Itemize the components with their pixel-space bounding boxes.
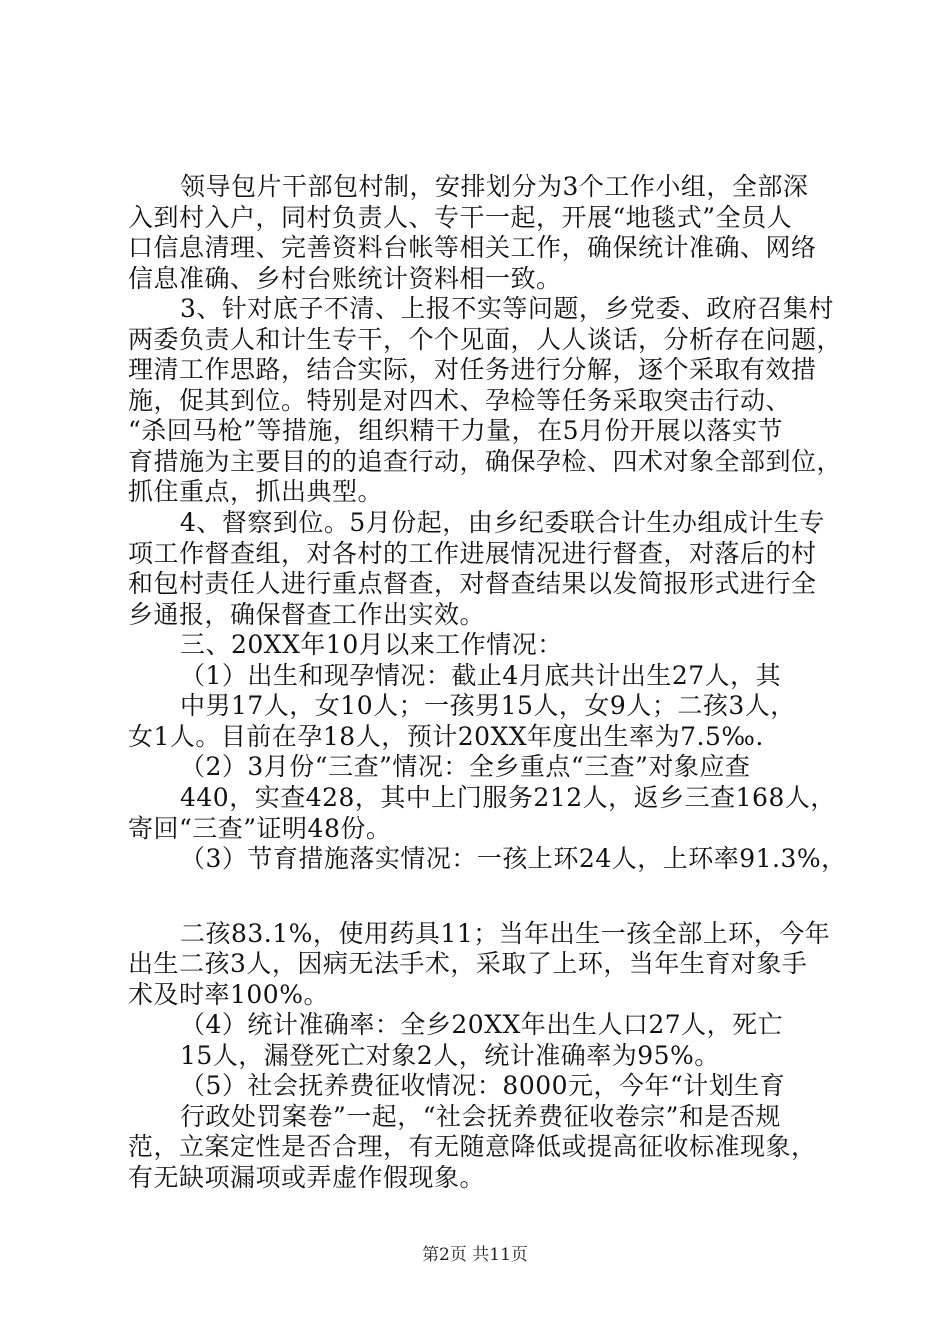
text-line: （5）社会抚养费征收情况：8000元，今年“计划生育 (180, 1071, 786, 1100)
text-line: 3、针对底子不清、上报不实等问题，乡党委、政府召集村 (180, 294, 834, 323)
text-line: 信息准确、乡村台账统计资料相一致。 (128, 264, 562, 293)
section-heading: 三、20XX年10月以来工作情况： (180, 630, 563, 659)
text-line: （3）节育措施落实情况：一孩上环24人，上环率91.3%， (180, 844, 847, 873)
text-line: 口信息清理、完善资料台帐等相关工作，确保统计准确、网络 (128, 233, 817, 262)
text-line: 440，实查428，其中上门服务212人，返乡三查168人， (180, 783, 836, 812)
text-line: 育措施为主要目的的追查行动，确保孕检、四术对象全部到位， (128, 447, 843, 476)
text-line: 术及时率100%。 (128, 980, 329, 1009)
text-line: 抓住重点，抓出典型。 (128, 477, 384, 506)
text-line: （2）3月份“三查”情况：全乡重点“三查”对象应查 (180, 752, 751, 781)
text-line: 4、督察到位。5月份起，由乡纪委联合计生办组成计生专 (180, 508, 825, 537)
text-line: 有无缺项漏项或弄虚作假现象。 (128, 1163, 486, 1192)
text-line: 中男17人，女10人；一孩男15人，女9人；二孩3人， (180, 691, 796, 720)
text-line: 项工作督查组，对各村的工作进展情况进行督查，对落后的村 (128, 539, 817, 568)
text-line: 领导包片干部包村制，安排划分为3个工作小组，全部深 (180, 172, 809, 201)
text-line: 乡通报，确保督查工作出实效。 (128, 600, 486, 629)
text-line: （1）出生和现孕情况：截止4月底共计出生27人，其 (180, 661, 782, 690)
text-line: 两委负责人和计生专干，个个见面，人人谈话，分析存在问题， (128, 325, 843, 354)
text-line: 行政处罚案卷”一起，“社会抚养费征收卷宗”和是否规 (180, 1102, 781, 1131)
text-line: 施，促其到位。特别是对四术、孕检等任务采取突击行动、 (128, 386, 792, 415)
text-line: 理清工作思路，结合实际，对任务进行分解，逐个采取有效措 (128, 355, 817, 384)
text-line: 和包村责任人进行重点督查，对督查结果以发简报形式进行全 (128, 569, 817, 598)
text-line: 二孩83.1%，使用药具11；当年出生一孩全部上环，今年 (180, 919, 831, 948)
text-line: “杀回马枪”等措施，组织精干力量，在5月份开展以落实节 (128, 416, 783, 445)
text-line: （4）统计准确率：全乡20XX年出生人口27人，死亡 (180, 1010, 784, 1039)
text-line: 入到村入户，同村负责人、专干一起，开展“地毯式”全员人 (128, 203, 793, 232)
text-line: 寄回“三查”证明48份。 (128, 814, 392, 843)
text-line: 女1人。目前在孕18人，预计20XX年度出生率为7.5‰. (128, 722, 764, 751)
text-line: 15人，漏登死亡对象2人，统计准确率为95%。 (180, 1041, 720, 1070)
page-footer: 第2页 共11页 (422, 1245, 528, 1265)
text-line: 出生二孩3人，因病无法手术，采取了上环，当年生育对象手 (128, 949, 808, 978)
text-line: 范，立案定性是否合理，有无随意降低或提高征收标准现象， (128, 1132, 817, 1161)
